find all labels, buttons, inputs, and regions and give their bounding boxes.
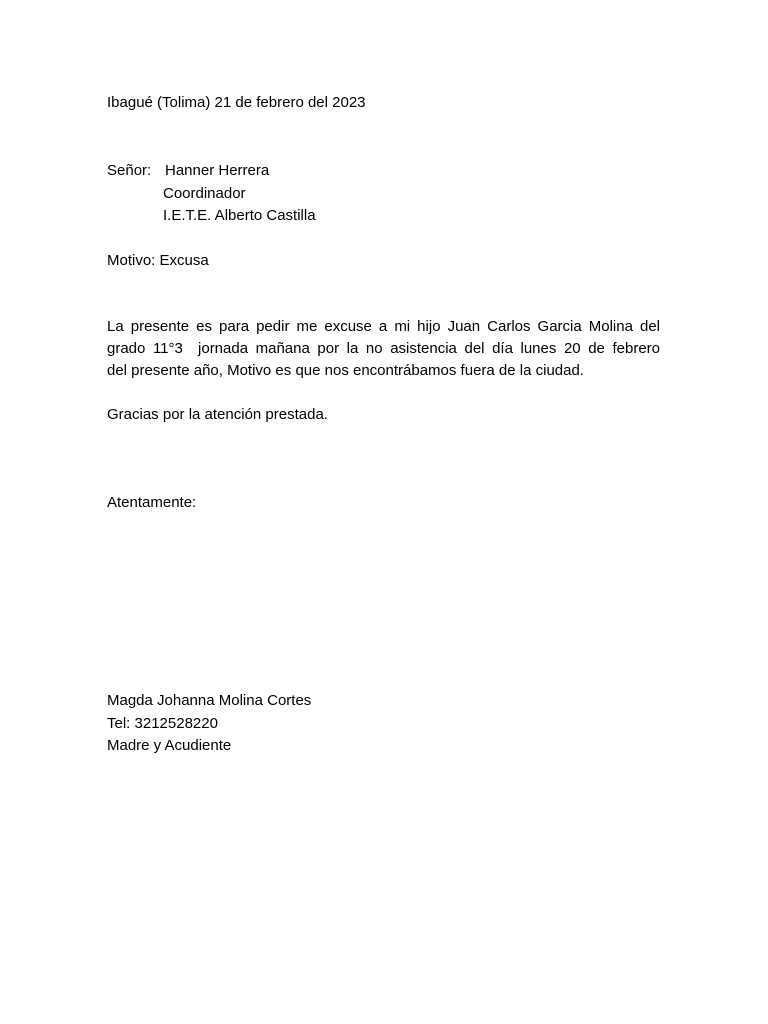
recipient-label: Señor: — [107, 162, 152, 179]
body-line: La presente es para pedir me excuse a mi hijo Juan Carlos Garcia Molina del — [107, 318, 660, 335]
letter-body — [107, 316, 660, 382]
recipient-role: Coordinador — [163, 185, 246, 202]
thanks-line: Gracias por la atención prestada. — [107, 406, 328, 423]
signer-phone: Tel: 3212528220 — [107, 715, 218, 732]
signer-name: Magda Johanna Molina Cortes — [107, 692, 312, 709]
closing-line: Atentamente: — [107, 494, 197, 511]
signer-role: Madre y Acudiente — [107, 737, 232, 754]
body-line: grado 11°3 jornada mañana por la no asistencia del día lunes 20 de febrero — [107, 340, 660, 357]
body-line: del presente año, Motivo es que nos encontrábamos fuera de la ciudad. — [107, 362, 584, 379]
recipient-name: Hanner Herrera — [165, 162, 270, 179]
date-line: Ibagué (Tolima) 21 de febrero del 2023 — [107, 94, 366, 111]
recipient-institution: I.E.T.E. Alberto Castilla — [163, 207, 316, 224]
subject-line: Motivo: Excusa — [107, 252, 209, 269]
